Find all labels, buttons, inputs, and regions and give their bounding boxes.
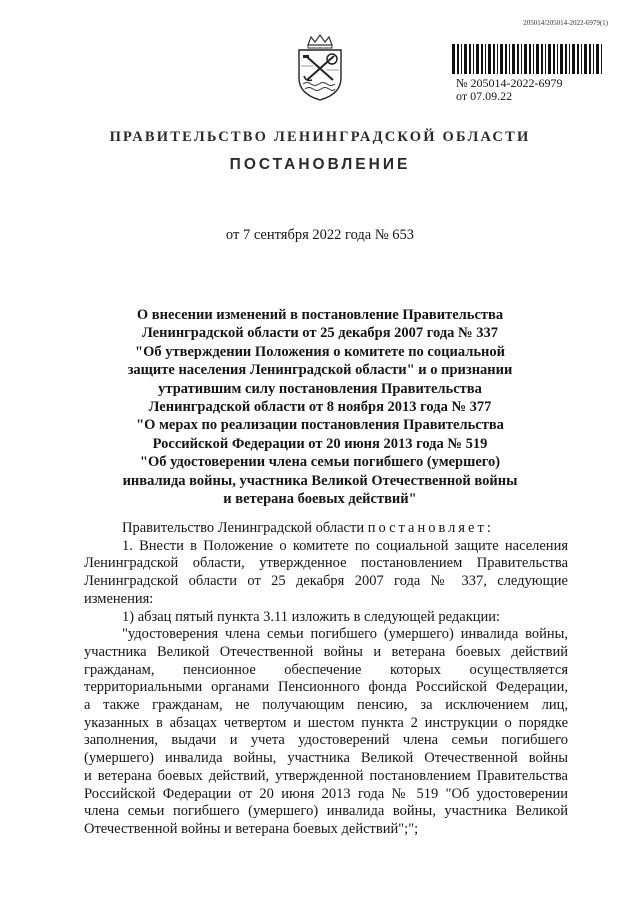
- title-line: и ветерана боевых действий": [223, 491, 417, 508]
- title-line: "Об утверждении Положения о комитете по социальной: [135, 343, 505, 360]
- paragraph-line: члена семьи погибшего (умершего) инвалида войны, участника Великой: [84, 803, 568, 820]
- barcode-icon: [452, 44, 602, 74]
- paragraph-line: изменения:: [84, 590, 154, 607]
- title-line: Ленинградской области от 25 декабря 2007 года № 337: [141, 325, 499, 342]
- title-line: защите населения Ленинградской области" и о признании: [127, 362, 513, 379]
- title-line: Ленинградской области от 8 ноября 2013 года № 377: [148, 399, 492, 416]
- paragraph-line: Отечественной войны и ветерана боевых действий";";: [84, 820, 419, 837]
- registration-date: от 07.09.22: [456, 89, 513, 103]
- paragraph-line: гражданам, пенсионное обеспечение которых осуществляется: [84, 661, 568, 678]
- title-line: О внесении изменений в постановление Правительства: [136, 307, 504, 323]
- paragraph-line: (умершего) инвалида войны, участника Великой Отечественной войны: [84, 750, 568, 767]
- document-title: [105, 306, 535, 508]
- paragraph-line: Ленинградской области, утвержденное постановлением Правительства: [84, 555, 568, 572]
- paragraph-line: а также гражданам, не получающим пенсию, за исключением лиц,: [84, 697, 568, 714]
- paragraph-line: и ветерана боевых действий, утвержденной постановлением Правительства: [84, 767, 568, 784]
- paragraph-line: заполнения, выдачи и учета удостоверений члена семьи погибшего: [84, 732, 568, 749]
- document-date-number: от 7 сентября 2022 года № 653: [225, 227, 415, 243]
- document-id: 205014/205014-2022-6979(1): [523, 19, 608, 27]
- document-type: ПОСТАНОВЛЕНИЕ: [229, 156, 411, 173]
- registration-stamp: [456, 77, 562, 103]
- paragraph-line: территориальными органами Пенсионного фонда Российской Федерации,: [84, 679, 568, 696]
- preamble-text: Правительство Ленинградской области: [122, 520, 365, 536]
- paragraph-line: участника Великой Отечественной войны и ветерана боевых действий: [84, 643, 568, 660]
- preamble-verb: постановляет:: [367, 520, 494, 536]
- document-body: [84, 520, 568, 839]
- paragraph-line: указанных в абзацах четвертом и шестом пункта 2 инструкции о порядке: [84, 714, 568, 731]
- paragraph-line: 1. Внести в Положение о комитете по социальной защите населения: [122, 537, 568, 554]
- paragraph-line: Ленинградской области от 25 декабря 2007 года № 337, следующие: [84, 573, 568, 590]
- registration-number: № 205014-2022-6979: [456, 76, 563, 90]
- government-name: ПРАВИТЕЛЬСТВО ЛЕНИНГРАДСКОЙ ОБЛАСТИ: [109, 129, 531, 145]
- title-line: "Об удостоверении члена семьи погибшего (умершего): [139, 454, 501, 471]
- title-line: утратившим силу постановления Правительства: [158, 380, 482, 397]
- paragraph-line: "удостоверения члена семьи погибшего (умершего) инвалида войны,: [122, 626, 568, 643]
- paragraph-line: Российской Федерации от 20 июня 2013 года № 519 "Об удостоверении: [84, 785, 568, 802]
- title-line: инвалида войны, участника Великой Отечественной войны: [122, 472, 518, 489]
- quoted-text: [84, 626, 568, 838]
- preamble: [84, 520, 568, 538]
- title-line: Российской Федерации от 20 июня 2013 года № 519: [152, 435, 488, 452]
- item-1: [84, 538, 568, 609]
- subitem-1: 1) абзац пятый пункта 3.11 изложить в следующей редакции:: [122, 608, 501, 625]
- coat-of-arms-icon: [291, 32, 349, 102]
- title-line: "О мерах по реализации постановления Правительства: [136, 417, 504, 434]
